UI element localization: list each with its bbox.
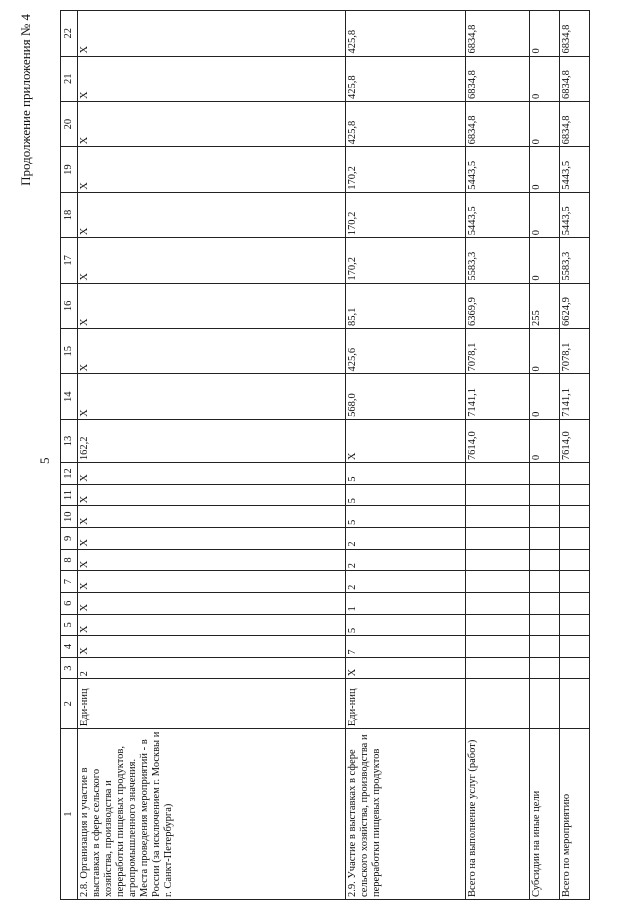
table-cell: 255 [530,283,560,328]
table-row [466,11,530,900]
table-row [346,11,466,900]
table-cell: Еди-ниц [78,679,346,729]
table-cell: 568,0 [346,374,466,419]
appendix-caption: Продолжение приложения № 4 [18,14,33,186]
header-cell: 6 [61,592,78,614]
header-cell: 21 [61,56,78,101]
table-cell [466,528,530,550]
table-cell: 0 [530,374,560,419]
table-cell: 7078,1 [466,329,530,374]
table-cell: 5443,5 [560,192,590,237]
table-cell: 6834,8 [466,101,530,146]
table-cell [530,636,560,658]
table-cell: 6834,8 [560,11,590,57]
data-table [60,10,590,900]
table-cell: 6834,8 [560,101,590,146]
header-cell: 5 [61,614,78,636]
header-cell: 15 [61,329,78,374]
table-cell: 7614,0 [560,419,590,462]
table-cell: X [78,484,346,506]
table-cell: Еди-ниц [346,679,466,729]
table-cell [530,679,560,729]
table-cell: X [346,657,466,679]
table-cell: X [78,528,346,550]
row-name-cell: Субсидии на иные цели [530,729,560,900]
header-cell: 1 [61,729,78,900]
table-cell [560,484,590,506]
table-cell: X [346,419,466,462]
header-cell: 22 [61,11,78,57]
table-cell [560,679,590,729]
table-cell: 0 [530,419,560,462]
table-cell: X [78,101,346,146]
table-cell: 425,8 [346,11,466,57]
table-cell [560,592,590,614]
table-cell: 425,6 [346,329,466,374]
table-cell: X [78,374,346,419]
table-cell [466,463,530,485]
table-cell: X [78,238,346,283]
table-cell [560,636,590,658]
header-cell: 14 [61,374,78,419]
table-cell: 2 [346,549,466,571]
table-cell: 5 [346,506,466,528]
header-cell: 12 [61,463,78,485]
table-cell: 2 [78,657,346,679]
table-cell: 5583,3 [560,238,590,283]
table-cell [560,528,590,550]
table-cell [466,484,530,506]
header-cell: 20 [61,101,78,146]
table-cell: 5583,3 [466,238,530,283]
table-cell: X [78,614,346,636]
table-cell: 170,2 [346,147,466,192]
table-row [78,11,346,900]
table-cell [530,592,560,614]
table-cell: 425,8 [346,101,466,146]
header-cell: 19 [61,147,78,192]
row-name-cell: Всего по мероприятию [560,729,590,900]
table-cell: X [78,636,346,658]
table-cell: 0 [530,11,560,57]
header-cell: 11 [61,484,78,506]
table-cell: 6624,9 [560,283,590,328]
table-cell [466,679,530,729]
table-cell [530,506,560,528]
table-cell [466,549,530,571]
table-cell: 5443,5 [466,192,530,237]
table-cell: X [78,549,346,571]
table-cell: X [78,11,346,57]
header-cell: 8 [61,549,78,571]
table-cell: 7141,1 [466,374,530,419]
table-cell: X [78,463,346,485]
table-cell: 162,2 [78,419,346,462]
table-cell [530,571,560,593]
table-cell: 7614,0 [466,419,530,462]
table-cell: 5 [346,484,466,506]
header-cell: 10 [61,506,78,528]
table-cell [466,636,530,658]
table-cell: 6369,9 [466,283,530,328]
table-cell [560,506,590,528]
table-cell [560,571,590,593]
row-name-cell: 2.9. Участие в выставках в сфере сельского хозяйства, производства и переработки пищевых продуктов [346,729,466,900]
table-cell: 0 [530,329,560,374]
table-cell: X [78,571,346,593]
table-cell: X [78,329,346,374]
table-cell: 2 [346,528,466,550]
header-cell: 13 [61,419,78,462]
table-cell: 5443,5 [560,147,590,192]
table-row [560,11,590,900]
table-cell: 2 [346,571,466,593]
page-number: 5 [37,457,52,464]
table-cell: 6834,8 [466,11,530,57]
table-cell [560,657,590,679]
table-cell [560,549,590,571]
header-cell: 2 [61,679,78,729]
row-name-cell: 2.8. Организация и участие в выставках в сфере сельского хозяйства, производства и переработки пищевых продуктов, агропромышленного значения. Места проведения мероприятий - в России (за исключением г. Москвы и г. Санкт-Петербурга) [78,729,346,900]
table-cell: 85,1 [346,283,466,328]
table-cell: X [78,192,346,237]
table-cell: 7078,1 [560,329,590,374]
header-cell: 9 [61,528,78,550]
table-cell: 0 [530,147,560,192]
table-cell [530,614,560,636]
row-name-cell: Всего на выполнение услуг (работ) [466,729,530,900]
table-cell [560,463,590,485]
header-cell: 16 [61,283,78,328]
table-cell [466,614,530,636]
table-cell: 6834,8 [560,56,590,101]
table-cell: 5 [346,463,466,485]
table-cell: 0 [530,192,560,237]
table-cell [530,657,560,679]
table-cell [466,506,530,528]
table-cell: 5 [346,614,466,636]
table-cell [466,657,530,679]
table-cell [530,484,560,506]
table-cell [466,592,530,614]
table-cell: 170,2 [346,192,466,237]
table-cell: X [78,592,346,614]
table-cell: 5443,5 [466,147,530,192]
table-cell: X [78,56,346,101]
table-cell: 0 [530,56,560,101]
table-cell [560,614,590,636]
table-cell: 170,2 [346,238,466,283]
header-cell: 17 [61,238,78,283]
header-cell: 3 [61,657,78,679]
table-cell: 425,8 [346,56,466,101]
header-cell: 7 [61,571,78,593]
table-cell [466,571,530,593]
table-cell [530,528,560,550]
table-header-row [61,11,78,900]
table-cell: X [78,283,346,328]
table-cell: X [78,506,346,528]
table-cell [530,549,560,571]
table-cell: X [78,147,346,192]
table-cell: 7 [346,636,466,658]
table-cell: 6834,8 [466,56,530,101]
table-cell: 0 [530,101,560,146]
table-row [530,11,560,900]
table-cell [530,463,560,485]
header-cell: 18 [61,192,78,237]
header-cell: 4 [61,636,78,658]
table-cell: 0 [530,238,560,283]
table-cell: 1 [346,592,466,614]
table-cell: 7141,1 [560,374,590,419]
